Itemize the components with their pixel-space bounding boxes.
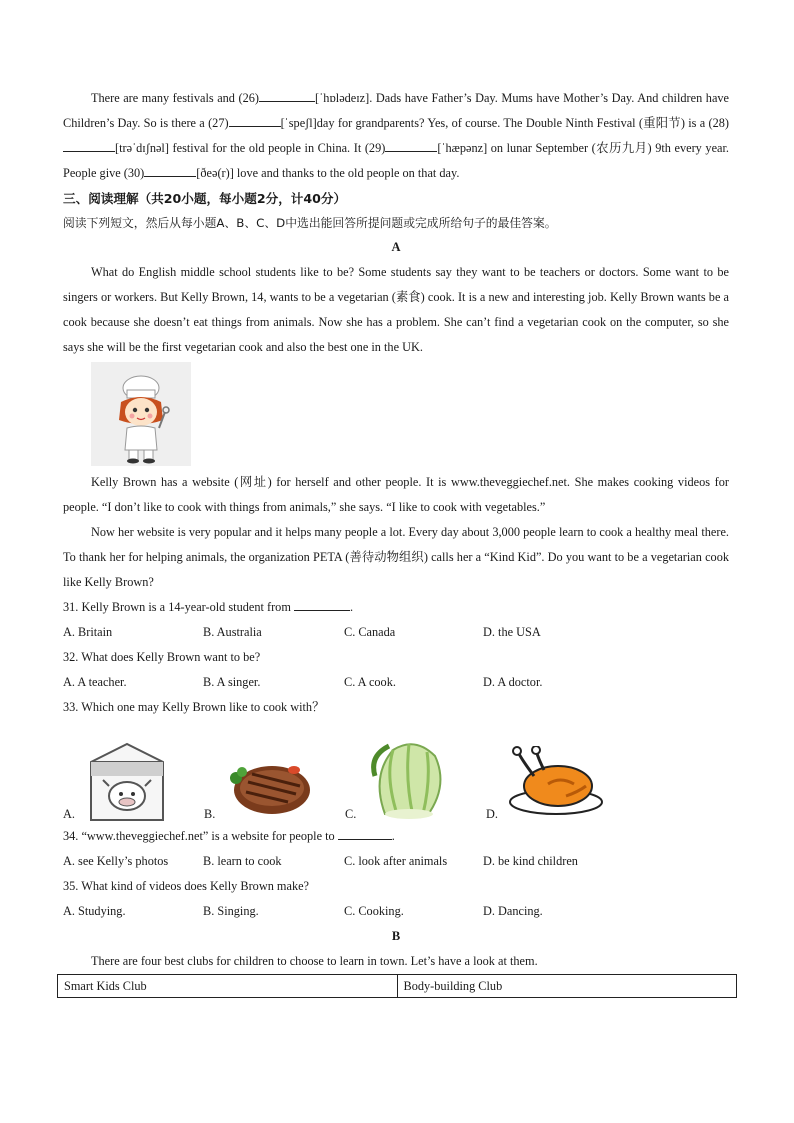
- option-32-c[interactable]: C. A cook.: [344, 675, 396, 689]
- option-32-b[interactable]: B. A singer.: [203, 675, 261, 689]
- steak-icon: [224, 750, 312, 820]
- milk-carton-icon: [87, 740, 167, 822]
- option-33-a[interactable]: [63, 720, 204, 824]
- answer-blank-31[interactable]: [294, 598, 350, 611]
- question-31-end: .: [349, 600, 354, 614]
- option-31-c[interactable]: C. Canada: [344, 625, 396, 639]
- option-34-d[interactable]: D. be kind children: [483, 854, 578, 868]
- option-34-c[interactable]: C. look after animals: [344, 854, 448, 868]
- option-33-d[interactable]: [486, 720, 627, 824]
- cloze-text-29: [ˈhæpənz] on lunar September (农历九月) 9th every year. People give (30): [63, 141, 729, 180]
- passage-a-para2: Kelly Brown has a website (网址) for herself and other people. It is www.theveggiechef.net. She makes cooking videos for people. “I don’t like to cook with things from animals,” she says. “I like to cook with vegetables.”: [63, 475, 729, 514]
- option-34-a[interactable]: A. see Kelly’s photos: [63, 854, 169, 868]
- answer-blank-30[interactable]: [144, 164, 196, 177]
- option-32-a[interactable]: A. A teacher.: [63, 675, 127, 689]
- worksheet-page: [63, 86, 729, 998]
- passage-b-label: B: [391, 929, 401, 943]
- cabbage-icon: [365, 736, 449, 820]
- question-33: 33. Which one may Kelly Brown like to cook with？: [63, 700, 325, 714]
- option-35-a[interactable]: A. Studying.: [63, 904, 126, 918]
- chef-girl-icon: [91, 362, 191, 466]
- option-35-c[interactable]: C. Cooking.: [344, 904, 404, 918]
- section-title: 三、阅读理解（共20小题，每小题2分，计40分）: [63, 191, 347, 206]
- club-cell-body-building: Body-building Club: [397, 975, 737, 998]
- passage-a-label: A: [391, 240, 401, 254]
- cloze-paragraph: [63, 86, 729, 186]
- question-33-options: [63, 720, 729, 824]
- question-32-options: [63, 670, 729, 695]
- roast-chicken-icon: [508, 746, 604, 816]
- option-33-d-label: D.: [486, 807, 498, 821]
- option-33-c[interactable]: [345, 720, 486, 824]
- cloze-text-intro: There are many festivals and (26): [91, 91, 260, 105]
- option-31-b[interactable]: B. Australia: [203, 625, 262, 639]
- option-31-a[interactable]: A. Britain: [63, 625, 113, 639]
- option-35-b[interactable]: B. Singing.: [203, 904, 259, 918]
- option-33-b[interactable]: [204, 720, 345, 824]
- option-33-b-label: B.: [204, 807, 216, 821]
- answer-blank-26[interactable]: [259, 89, 315, 102]
- chef-girl-illustration: [91, 362, 191, 466]
- question-32: 32. What does Kelly Brown want to be?: [63, 650, 261, 664]
- clubs-table: [57, 974, 737, 998]
- answer-blank-28[interactable]: [63, 139, 115, 152]
- option-34-b[interactable]: B. learn to cook: [203, 854, 282, 868]
- option-33-a-label: A.: [63, 807, 75, 821]
- question-31: [63, 595, 729, 620]
- cloze-text-30: [ðeə(r)] love and thanks to the old people on that day.: [196, 166, 460, 180]
- question-34-end: .: [391, 829, 395, 843]
- cloze-text-27: [ˈspeʃl]: [280, 116, 317, 130]
- question-34: [63, 824, 729, 849]
- passage-a-para3: Now her website is very popular and it helps many people a lot. Every day about 3,000 people learn to cook a healthy meal there. To thank her for helping animals, the organization PETA (善待动物组织) calls her a “Kind Kid”. Do you want to be a vegetarian cook like Kelly Brown?: [63, 525, 729, 589]
- passage-b-intro: There are four best clubs for children to choose to learn in town. Let’s have a look at them.: [91, 954, 538, 968]
- cloze-text-26: [ˈhɒlədeɪz]. Dads have Father’s Day. Mums have Mother’s Day. And children have Children’s Day. So is there a (27): [63, 91, 730, 130]
- question-34-stem: 34. “www.theveggiechef.net” is a website for people to: [63, 829, 335, 843]
- option-33-c-label: C.: [345, 807, 357, 821]
- cloze-text-28: [trəˈdɪʃnəl] festival for the old people in China. It (29): [115, 141, 386, 155]
- question-31-options: [63, 620, 729, 645]
- answer-blank-34[interactable]: [338, 827, 392, 840]
- option-31-d[interactable]: D. the USA: [483, 625, 541, 639]
- question-35: 35. What kind of videos does Kelly Brown make?: [63, 879, 310, 893]
- cloze-text-27b: day for grandparents? Yes, of course. The Double Ninth Festival (重阳节) is a (28): [316, 116, 730, 130]
- option-32-d[interactable]: D. A doctor.: [483, 675, 543, 689]
- answer-blank-27[interactable]: [229, 114, 281, 127]
- option-35-d[interactable]: D. Dancing.: [483, 904, 543, 918]
- passage-a-para1: What do English middle school students like to be? Some students say they want to be teachers or doctors. Some want to be singers or workers. But Kelly Brown, 14, wants to be a vegetarian (素食) cook. It is a new and interesting job. Kelly Brown wants be a cook because she doesn’t eat things from animals. Now she has a problem. She can’t find a vegetarian cook on the computer, so she says she will be the first vegetarian cook and also the best one in the UK.: [63, 265, 729, 354]
- question-34-options: [63, 849, 729, 874]
- section-instruction: 阅读下列短文，然后从每小题A、B、C、D中选出能回答所提问题或完成所给句子的最佳答案。: [63, 216, 557, 230]
- question-35-options: [63, 899, 729, 924]
- question-31-stem: 31. Kelly Brown is a 14-year-old student from: [63, 600, 291, 614]
- answer-blank-29[interactable]: [385, 139, 437, 152]
- club-cell-smart-kids: Smart Kids Club: [58, 975, 398, 998]
- table-row: [58, 975, 737, 998]
